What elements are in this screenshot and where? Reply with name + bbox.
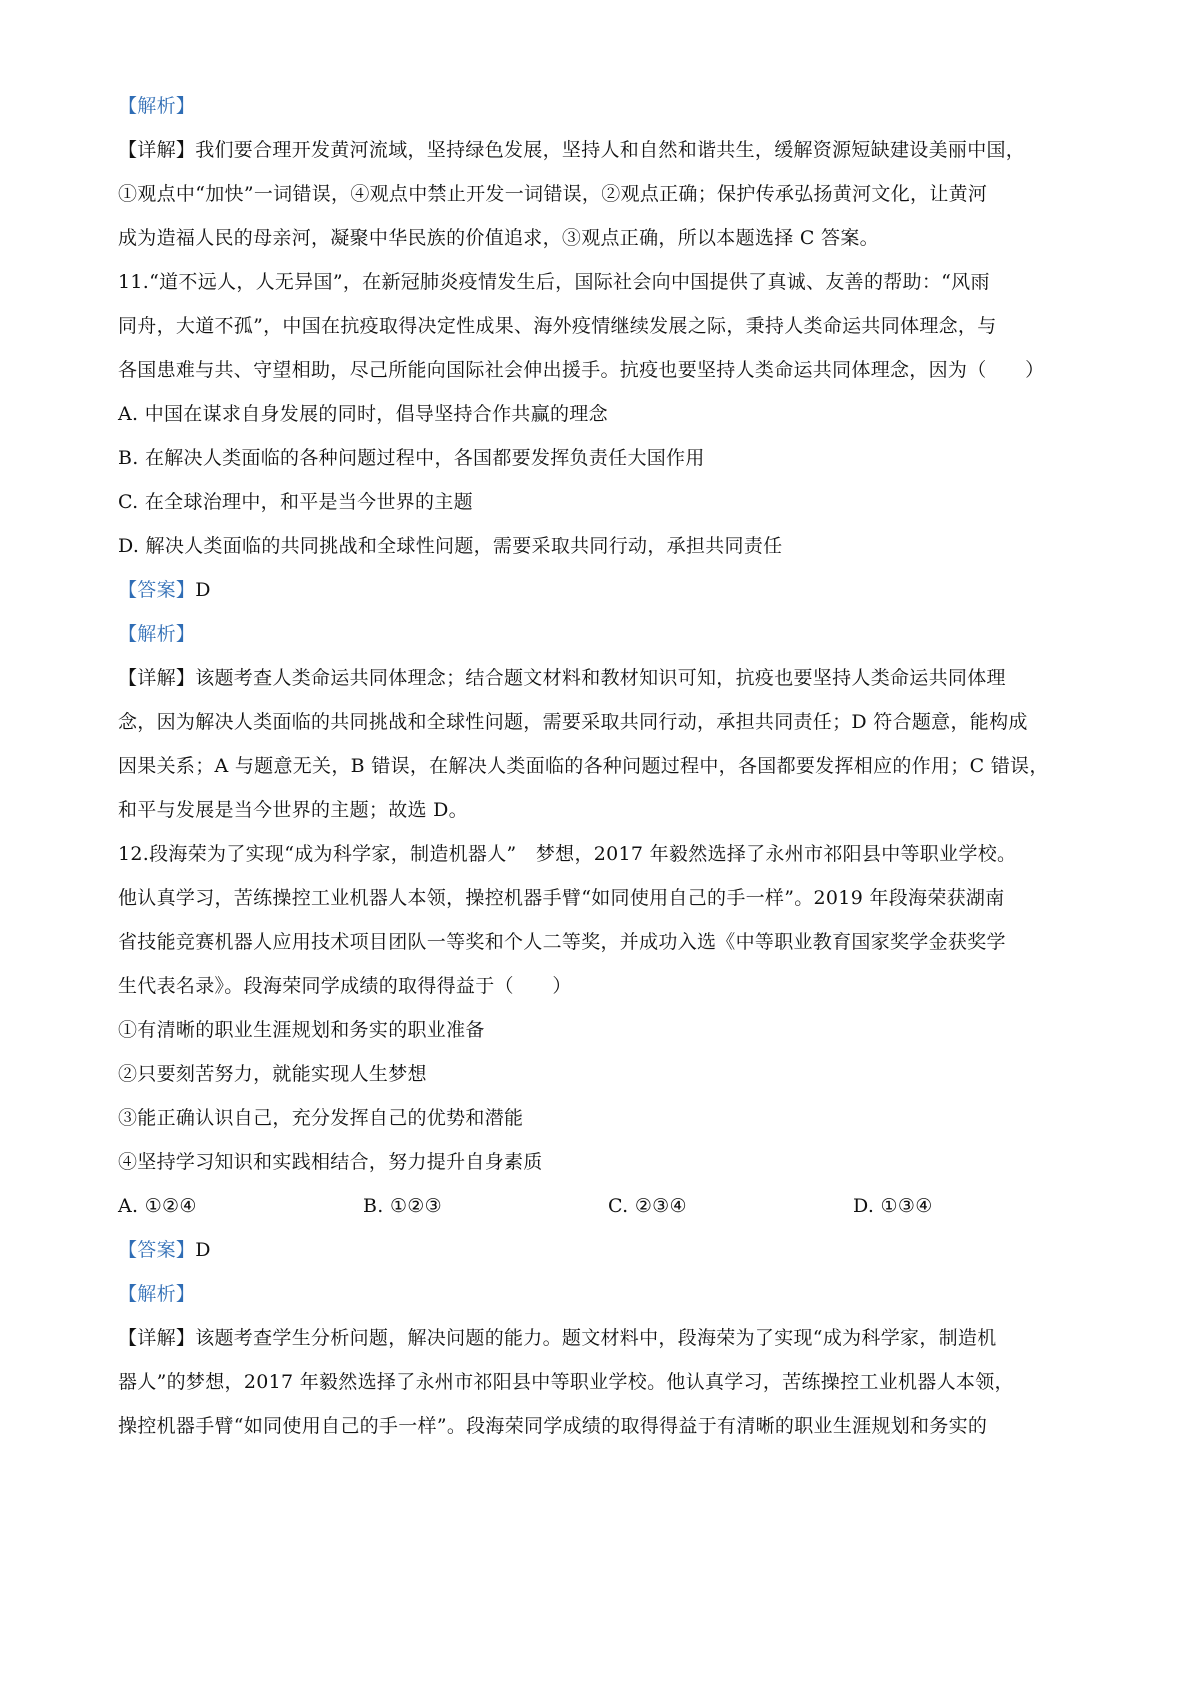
answer-value: D [195, 579, 211, 601]
q12-detail-line-1 [118, 1325, 1108, 1351]
q12-statement-3: ③能正确认识自己，充分发挥自己的优势和潜能 [118, 1107, 524, 1129]
q12-detail-line-2: 器人”的梦想，2017 年毅然选择了永州市祁阳县中等职业学校。他认真学习，苦练操控工业机器人本领， [118, 1371, 1014, 1393]
analysis-tag: 【解析】 [118, 95, 196, 117]
detail-text: 我们要合理开发黄河流域，坚持绿色发展，坚持人和自然和谐共生，缓解资源短缺建设美丽中国， [195, 139, 1026, 161]
q11-option-d: D. 解决人类面临的共同挑战和全球性问题，需要采取共同行动，承担共同责任 [118, 535, 783, 557]
q10-detail-line-3: 成为造福人民的母亲河，凝聚中华民族的价值追求，③观点正确，所以本题选择 C 答案。 [118, 227, 879, 249]
q12-stem-line-3: 省技能竞赛机器人应用技术项目团队一等奖和个人二等奖，并成功入选《中等职业教育国家奖学金获奖学 [118, 931, 1006, 953]
q12-statement-1: ①有清晰的职业生涯规划和务实的职业准备 [118, 1019, 485, 1041]
detail-text: 该题考查学生分析问题，解决问题的能力。题文材料中，段海荣为了实现“成为科学家，制造机 [195, 1327, 997, 1349]
q11-stem-line-1: 11.“道不远人，人无异国”，在新冠肺炎疫情发生后，国际社会向中国提供了真诚、友善的帮助：“风雨 [118, 271, 990, 293]
q11-answer [118, 577, 1108, 603]
answer-tag: 【答案】 [118, 1239, 196, 1261]
q12-stem-line-2: 他认真学习，苦练操控工业机器人本领，操控机器手臂“如同使用自己的手一样”。2019 年段海荣获湖南 [118, 887, 1005, 909]
analysis-tag: 【解析】 [118, 623, 196, 645]
q11-option-b: B. 在解决人类面临的各种问题过程中，各国都要发挥负责任大国作用 [118, 447, 705, 469]
detail-tag: 【详解】 [118, 139, 196, 161]
q10-detail-line-2: ①观点中“加快”一词错误，④观点中禁止开发一词错误，②观点正确；保护传承弘扬黄河文化，让黄河 [118, 183, 988, 205]
q12-stem-line-1: 12.段海荣为了实现“成为科学家，制造机器人” 梦想，2017 年毅然选择了永州市祁阳县中等职业学校。 [118, 843, 1017, 865]
q11-detail-line-3: 因果关系；A 与题意无关，B 错误，在解决人类面临的各种问题过程中，各国都要发挥相应的作用；C 错误， [118, 755, 1049, 777]
q12-detail-line-3: 操控机器手臂“如同使用自己的手一样”。段海荣同学成绩的取得得益于有清晰的职业生涯规划和务实的 [118, 1415, 988, 1437]
q12-option-a: A. ①②④ [118, 1195, 197, 1217]
q11-option-c: C. 在全球治理中，和平是当今世界的主题 [118, 491, 473, 513]
q12-statement-2: ②只要刻苦努力，就能实现人生梦想 [118, 1063, 427, 1085]
q12-answer [118, 1237, 1108, 1263]
q11-stem-line-2: 同舟，大道不孤”，中国在抗疫取得决定性成果、海外疫情继续发展之际，秉持人类命运共同体理念，与 [118, 315, 997, 337]
analysis-tag: 【解析】 [118, 1283, 196, 1305]
q12-stem-line-4: 生代表名录》。段海荣同学成绩的取得得益于（ ） [118, 975, 572, 997]
q11-analysis-heading [118, 621, 1108, 647]
q11-option-a: A. 中国在谋求自身发展的同时，倡导坚持合作共赢的理念 [118, 403, 608, 425]
q11-detail-line-4: 和平与发展是当今世界的主题；故选 D。 [118, 799, 468, 821]
q11-stem-line-3: 各国患难与共、守望相助，尽己所能向国际社会伸出援手。抗疫也要坚持人类命运共同体理念，因为（ ） [118, 359, 1045, 381]
answer-value: D [195, 1239, 211, 1261]
q12-option-b: B. ①②③ [363, 1195, 442, 1217]
detail-text: 该题考查人类命运共同体理念；结合题文材料和教材知识可知，抗疫也要坚持人类命运共同体理 [195, 667, 1006, 689]
q10-detail-line-1 [118, 137, 1108, 163]
q12-option-d: D. ①③④ [853, 1195, 933, 1217]
q12-options-row [118, 1193, 1108, 1219]
q10-analysis-heading [118, 93, 1108, 119]
answer-tag: 【答案】 [118, 579, 196, 601]
q12-analysis-heading [118, 1281, 1108, 1307]
detail-tag: 【详解】 [118, 667, 196, 689]
detail-tag: 【详解】 [118, 1327, 196, 1349]
q12-option-c: C. ②③④ [608, 1195, 687, 1217]
q11-detail-line-1 [118, 665, 1108, 691]
q11-detail-line-2: 念，因为解决人类面临的共同挑战和全球性问题，需要采取共同行动，承担共同责任；D 符合题意，能构成 [118, 711, 1028, 733]
q12-statement-4: ④坚持学习知识和实践相结合，努力提升自身素质 [118, 1151, 543, 1173]
